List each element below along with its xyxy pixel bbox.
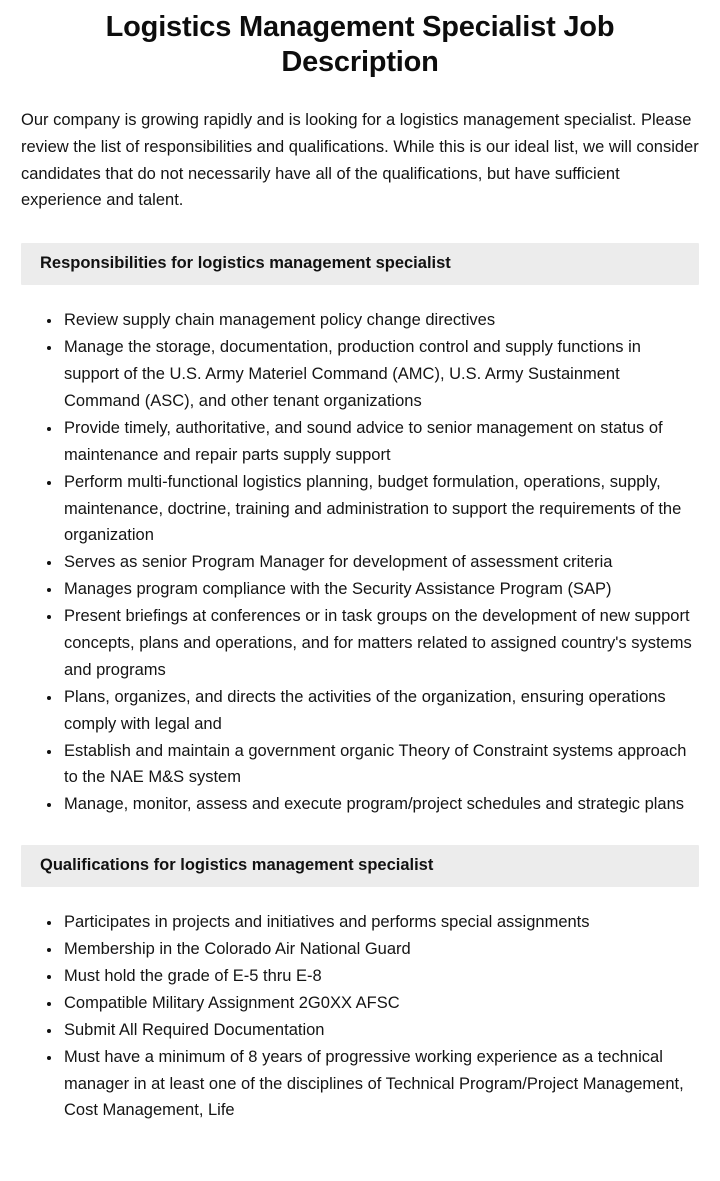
qualifications-section-heading: Qualifications for logistics management specialist <box>21 845 699 887</box>
list-item: • Submit All Required Documentation <box>62 1017 699 1044</box>
list-item: • Plans, organizes, and directs the activities of the organization, ensuring operations comply with legal and <box>62 684 699 738</box>
list-item: • Serves as senior Program Manager for development of assessment criteria <box>62 549 699 576</box>
list-item: • Compatible Military Assignment 2G0XX AFSC <box>62 990 699 1017</box>
responsibilities-section-heading: Responsibilities for logistics management specialist <box>21 243 699 285</box>
responsibilities-list <box>21 307 699 818</box>
list-item: • Manage the storage, documentation, production control and supply functions in support of the U.S. Army Materiel Command (AMC), U.S. Army Sustainment Command (ASC), and other tenant organizations <box>62 334 699 415</box>
list-item: • Membership in the Colorado Air National Guard <box>62 936 699 963</box>
list-item: • Provide timely, authoritative, and sound advice to senior management on status of maintenance and repair parts supply support <box>62 415 699 469</box>
list-item: • Establish and maintain a government organic Theory of Constraint systems approach to the NAE M&S system <box>62 738 699 792</box>
list-item: • Participates in projects and initiatives and performs special assignments <box>62 909 699 936</box>
list-item: • Review supply chain management policy change directives <box>62 307 699 334</box>
list-item: • Present briefings at conferences or in task groups on the development of new support concepts, plans and operations, and for matters related to assigned country's systems and programs <box>62 603 699 684</box>
list-item: • Must have a minimum of 8 years of progressive working experience as a technical manager in at least one of the disciplines of Technical Program/Project Management, Cost Management, Life <box>62 1044 699 1125</box>
list-item: • Perform multi-functional logistics planning, budget formulation, operations, supply, maintenance, doctrine, training and administration to support the requirements of the organization <box>62 469 699 550</box>
page-title: Logistics Management Specialist Job Description <box>105 11 615 79</box>
intro-paragraph: Our company is growing rapidly and is looking for a logistics management specialist. Please review the list of responsibilities and qualifications. While this is our ideal list, we will consider candidates that do not necessarily have all of the qualifications, but have sufficient experience and talent. <box>21 110 699 210</box>
list-item: • Manages program compliance with the Security Assistance Program (SAP) <box>62 576 699 603</box>
qualifications-list <box>21 909 699 1124</box>
list-item: • Must hold the grade of E-5 thru E-8 <box>62 963 699 990</box>
list-item: • Manage, monitor, assess and execute program/project schedules and strategic plans <box>62 791 699 818</box>
